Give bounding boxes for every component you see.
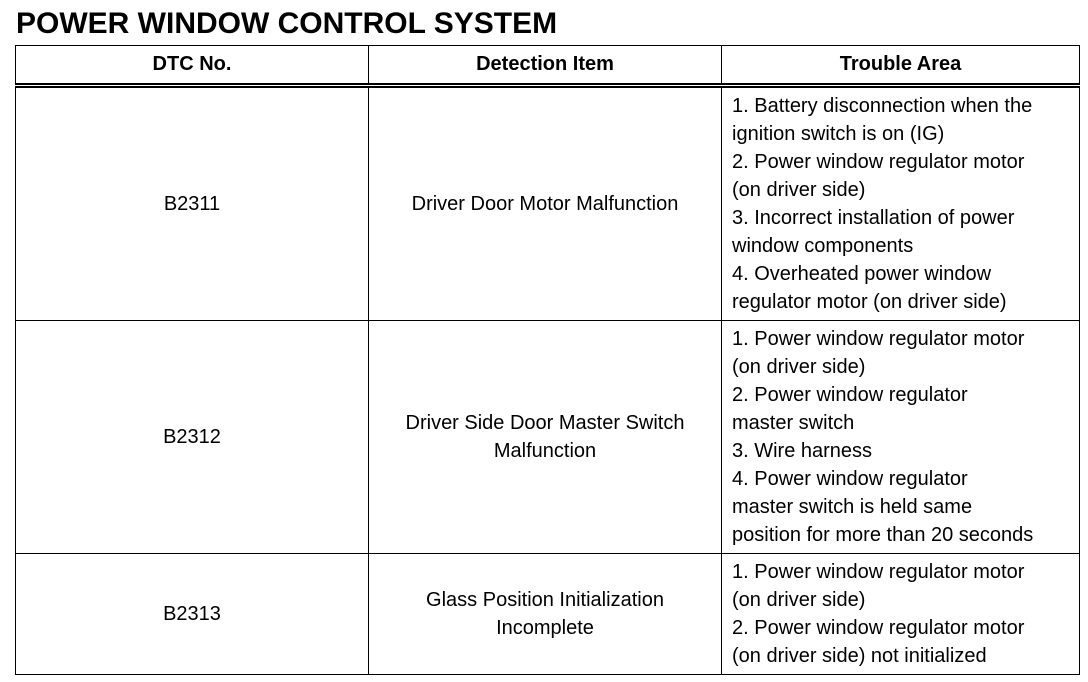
trouble-line: 1. Power window regulator motor bbox=[732, 328, 1025, 350]
header-dtc-no: DTC No. bbox=[16, 46, 369, 86]
trouble-line: 1. Power window regulator motor bbox=[732, 561, 1025, 583]
dtc-code: B2313 bbox=[16, 554, 369, 675]
detection-item bbox=[369, 86, 722, 321]
trouble-line: 1. Battery disconnection when the bbox=[732, 95, 1033, 117]
trouble-area bbox=[722, 321, 1080, 554]
detection-item-line: Malfunction bbox=[493, 440, 597, 462]
trouble-line: 2. Power window regulator motor bbox=[732, 617, 1025, 639]
trouble-line: master switch bbox=[732, 412, 855, 434]
trouble-area bbox=[722, 86, 1080, 321]
trouble-line: ignition switch is on (IG) bbox=[732, 123, 945, 145]
trouble-line: (on driver side) not initialized bbox=[732, 645, 987, 667]
detection-item bbox=[369, 554, 722, 675]
detection-item-line: Driver Door Motor Malfunction bbox=[411, 193, 679, 215]
header-trouble-area: Trouble Area bbox=[722, 46, 1080, 86]
header-detection-item: Detection Item bbox=[369, 46, 722, 86]
trouble-line: window components bbox=[732, 235, 914, 257]
trouble-line: 4. Overheated power window bbox=[732, 263, 992, 285]
trouble-line: 3. Wire harness bbox=[732, 440, 873, 462]
trouble-line: 2. Power window regulator motor bbox=[732, 151, 1025, 173]
trouble-line: (on driver side) bbox=[732, 356, 866, 378]
dtc-table bbox=[15, 45, 1080, 675]
dtc-code: B2312 bbox=[16, 321, 369, 554]
detection-item-line: Incomplete bbox=[496, 617, 594, 639]
table-row bbox=[16, 86, 1080, 321]
trouble-line: 4. Power window regulator bbox=[732, 468, 968, 490]
detection-item-line: Glass Position Initialization bbox=[426, 589, 664, 611]
trouble-line: regulator motor (on driver side) bbox=[732, 291, 1007, 313]
detection-item bbox=[369, 321, 722, 554]
trouble-line: position for more than 20 seconds bbox=[732, 524, 1034, 546]
trouble-line: 2. Power window regulator bbox=[732, 384, 968, 406]
trouble-line: (on driver side) bbox=[732, 179, 866, 201]
trouble-line: 3. Incorrect installation of power bbox=[732, 207, 1015, 229]
page-title: POWER WINDOW CONTROL SYSTEM bbox=[16, 7, 558, 40]
trouble-line: master switch is held same bbox=[732, 496, 973, 518]
detection-item-line: Driver Side Door Master Switch bbox=[405, 412, 685, 434]
dtc-code: B2311 bbox=[16, 86, 369, 321]
trouble-area bbox=[722, 554, 1080, 675]
table-header-row bbox=[16, 46, 1080, 86]
trouble-line: (on driver side) bbox=[732, 589, 866, 611]
table-row bbox=[16, 321, 1080, 554]
table-row bbox=[16, 554, 1080, 675]
